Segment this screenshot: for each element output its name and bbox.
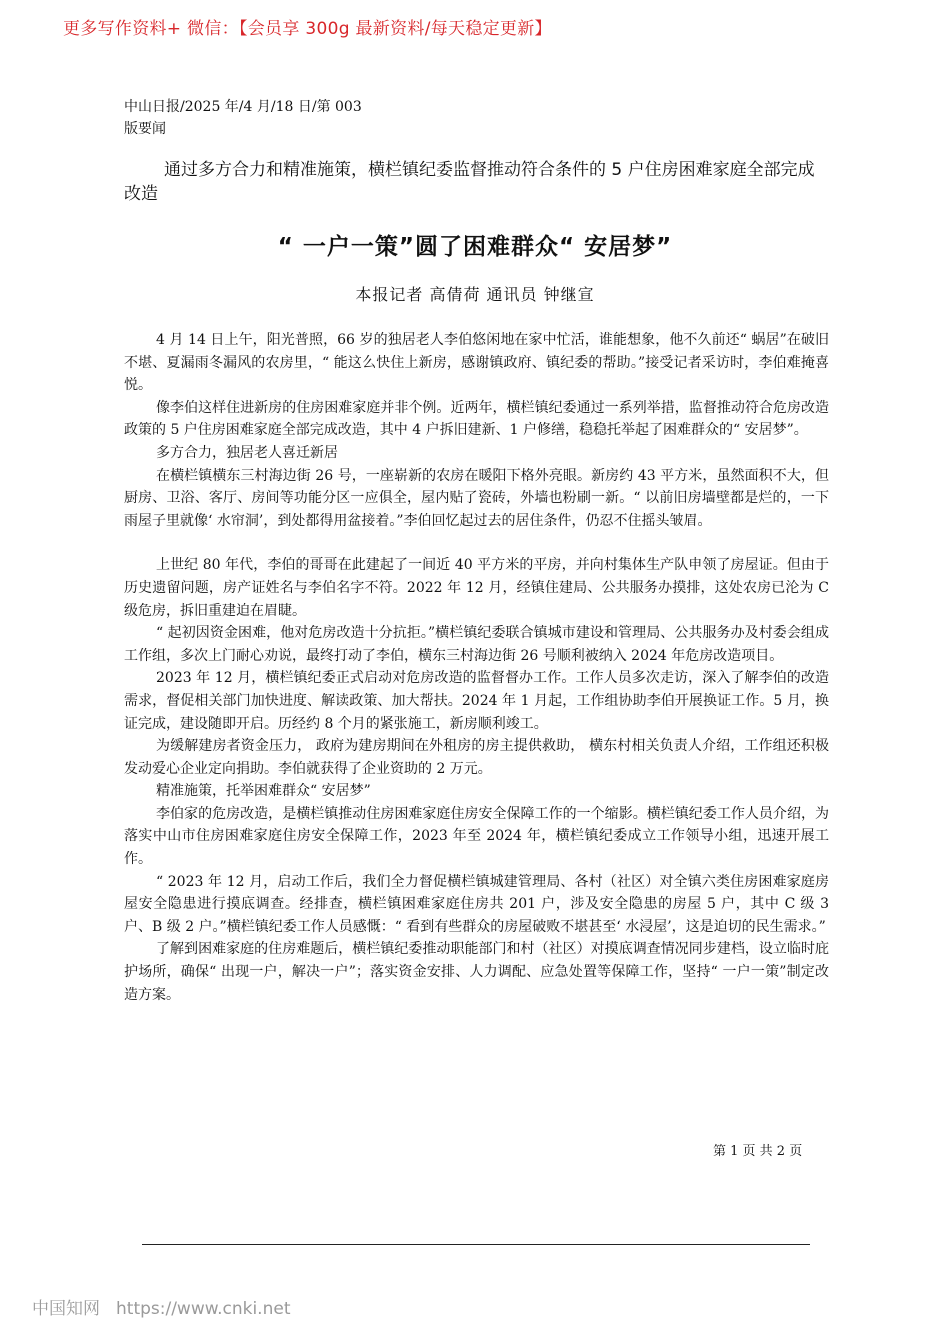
paragraph: 像李伯这样住进新房的住房困难家庭并非个例。近两年，横栏镇纪委通过一系列举措，监督推动符合危房改造政策的 5 户住房困难家庭全部完成改造，其中 4 户拆旧建新、1 户修缮，稳稳托举起了困难群众的“ 安居梦”。 <box>124 399 829 439</box>
watermark-url: https://www.cnki.net <box>116 1299 291 1319</box>
paragraph: 李伯家的危房改造，是横栏镇推动住房困难家庭住房安全保障工作的一个缩影。横栏镇纪委工作人员介绍，为落实中山市住房困难家庭住房安全保障工作，2023 年至 2024 年，横栏镇纪委成立工作领导小组，迅速开展工作。 <box>124 805 829 868</box>
paragraph: “ 2023 年 12 月，启动工作后，我们全力督促横栏镇城建管理局、各村（社区）对全镇六类住房困难家庭房屋安全隐患进行摸底调查。经排查，横栏镇困难家庭住房共 201 户，涉及安全隐患的房屋 5 户，其中 C 级 3 户、B 级 2 户。”横栏镇纪委工作人员感慨：“ 看到有些群众的房屋破败不堪甚至‘ 水浸屋’，这是迫切的民生需求。” <box>124 873 829 935</box>
article-subtitle: 通过多方合力和精准施策，横栏镇纪委监督推动符合条件的 5 户住房困难家庭全部完成改造 <box>124 160 815 204</box>
watermark-brand: 中国知网 <box>32 1299 100 1319</box>
paragraph: 为缓解建房者资金压力， 政府为建房期间在外租房的房主提供救助， 横东村相关负责人介绍，工作组还积极发动爱心企业定向捐助。李伯就获得了企业资助的 2 万元。 <box>124 738 829 777</box>
paragraph: 2023 年 12 月，横栏镇纪委正式启动对危房改造的监督督办工作。工作人员多次走访，深入了解李伯的改造需求，督促相关部门加快进度、解读政策、加大帮扶。2024 年 1 月起，工作组协助李伯开展换证工作。5 月，换证完成，建设随即开启。历经约 8 个月的紧张施工，新房顺利竣工。 <box>124 670 829 732</box>
source-info <box>124 96 362 140</box>
paragraph: 上世纪 80 年代，李伯的哥哥在此建起了一间近 40 平方米的平房，并向村集体生产队申领了房屋证。但由于历史遗留问题，房产证姓名与李伯名字不符。2022 年 12 月，经镇住建局、公共服务办摸排，这处农房已沦为 C 级危房，拆旧重建迫在眉睫。 <box>124 557 829 619</box>
section-label: 版要闻 <box>124 121 166 137</box>
page-number: 第 1 页 共 2 页 <box>713 1144 803 1159</box>
source-line: 中山日报/2025 年/4 月/18 日/第 003 <box>124 99 362 115</box>
paragraph: 了解到困难家庭的住房难题后，横栏镇纪委推动职能部门和村（社区）对摸底调查情况同步建档，设立临时庇护场所，确保“ 出现一户，解决一户”；落实资金安排、人力调配、应急处置等保障工作，坚持“ 一户一策”制定改造方案。 <box>124 941 829 1003</box>
promo-banner: 更多写作资料+ 微信：【会员享 300g 最新资料/每天稳定更新】 <box>63 19 552 39</box>
paragraph: 4 月 14 日上午，阳光普照，66 岁的独居老人李伯悠闲地在家中忙活，谁能想象，他不久前还“ 蜗居”在破旧不堪、夏漏雨冬漏风的农房里，“ 能这么快住上新房，感谢镇政府、镇纪委的帮助。”接受记者采访时，李伯难掩喜悦。 <box>124 332 829 394</box>
article-byline: 本报记者 高倩荷 通讯员 钟继宣 <box>355 285 595 304</box>
section-heading: 精准施策，托举困难群众“ 安居梦” <box>156 783 371 800</box>
paragraph: “ 起初因资金困难，他对危房改造十分抗拒。”横栏镇纪委联合镇城市建设和管理局、公共服务办及村委会组成工作组，多次上门耐心劝说，最终打动了李伯，横东三村海边街 26 号顺利被纳入 2024 年危房改造项目。 <box>124 625 829 664</box>
watermark <box>32 1294 290 1319</box>
article-headline: “ 一户一策”圆了困难群众“ 安居梦” <box>277 234 673 260</box>
paragraph: 在横栏镇横东三村海边街 26 号，一座崭新的农房在暖阳下格外亮眼。新房约 43 平方米，虽然面积不大，但厨房、卫浴、客厅、房间等功能分区一应俱全，屋内贴了瓷砖，外墙也粉刷一新。“ 以前旧房墙壁都是烂的，一下雨屋子里就像‘ 水帘洞’，到处都得用盆接着。”李伯回忆起过去的居住条件，仍忍不住摇头皱眉。 <box>124 467 829 529</box>
section-heading: 多方合力，独居老人喜迁新居 <box>156 444 338 461</box>
article-body <box>124 329 829 1006</box>
footer-divider <box>142 1244 810 1245</box>
